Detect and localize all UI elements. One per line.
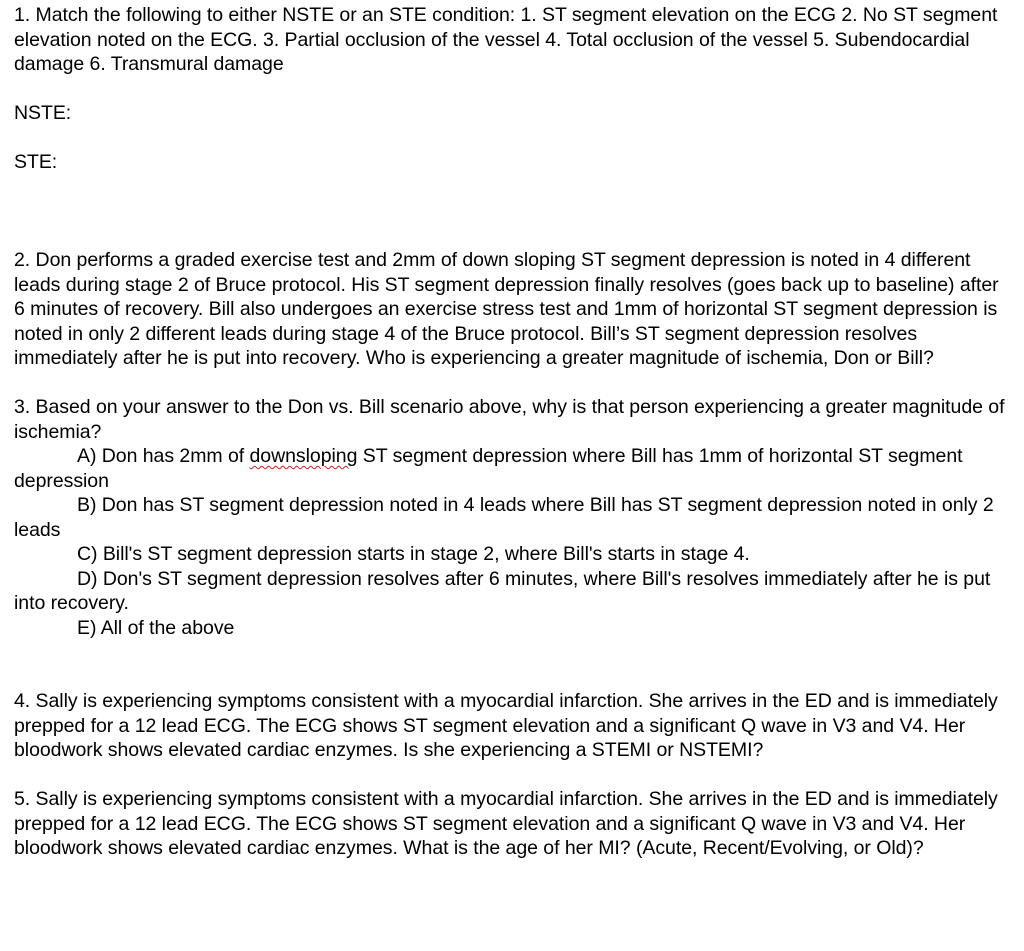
option-a-post: ST segment depression where Bill has 1mm of horizontal ST segment depression xyxy=(14,445,963,492)
question-4: 4. Sally is experiencing symptoms consistent with a myocardial infarction. She arrives in the ED and is immediately prepped for a 12 lead ECG. The ECG shows ST segment elevation and a significant Q wave in V3 and V4. Her bloodwork shows elevated cardiac enzymes. Is she experiencing a STEMI or NSTEMI? xyxy=(14,690,998,761)
option-a xyxy=(14,444,1014,493)
option-c-text: C) Bill's ST segment depression starts in stage 2, where Bill's starts in stage 4. xyxy=(77,543,750,565)
option-d xyxy=(14,567,1014,616)
question-2: 2. Don performs a graded exercise test and 2mm of down sloping ST segment depression is noted in 4 different leads during stage 2 of Bruce protocol. His ST segment depression finally resolves (goes back up to baseline) after 6 minutes of recovery. Bill also undergoes an exercise stress test and 1mm of horizontal ST segment depression is noted in only 2 different leads during stage 4 of the Bruce protocol. Bill’s ST segment depression resolves immediately after he is put into recovery. Who is experiencing a greater magnitude of ischemia, Don or Bill? xyxy=(14,249,999,369)
option-b xyxy=(14,493,1014,542)
question-3: 3. Based on your answer to the Don vs. Bill scenario above, why is that person experiencing a greater magnitude of ischemia? xyxy=(14,396,1005,443)
ste-label: STE: xyxy=(14,151,58,173)
nste-label: NSTE: xyxy=(14,102,72,124)
option-a-pre: A) Don has 2mm of xyxy=(77,445,250,467)
option-d-text: D) Don's ST segment depression resolves after 6 minutes, where Bill's resolves immediately after he is put into recovery. xyxy=(14,567,991,614)
misspelled-word[interactable]: downsloping xyxy=(249,445,358,467)
question-5: 5. Sally is experiencing symptoms consistent with a myocardial infarction. She arrives in the ED and is immediately prepped for a 12 lead ECG. The ECG shows ST segment elevation and a significant Q wave in V3 and V4. Her bloodwork shows elevated cardiac enzymes. What is the age of her MI? (Acute, Recent/Evolving, or Old)? xyxy=(14,788,998,859)
question-1: 1. Match the following to either NSTE or an STE condition: 1. ST segment elevation on the ECG 2. No ST segment elevation noted on the ECG. 3. Partial occlusion of the vessel 4. Total occlusion of the vessel 5. Subendocardial damage 6. Transmural damage xyxy=(14,4,998,75)
option-b-text: B) Don has ST segment depression noted in 4 leads where Bill has ST segment depression noted in only 2 leads xyxy=(14,494,994,541)
document-body xyxy=(14,3,1014,861)
option-e xyxy=(14,616,1014,641)
option-e-text: E) All of the above xyxy=(77,616,235,639)
option-c xyxy=(14,542,1014,567)
